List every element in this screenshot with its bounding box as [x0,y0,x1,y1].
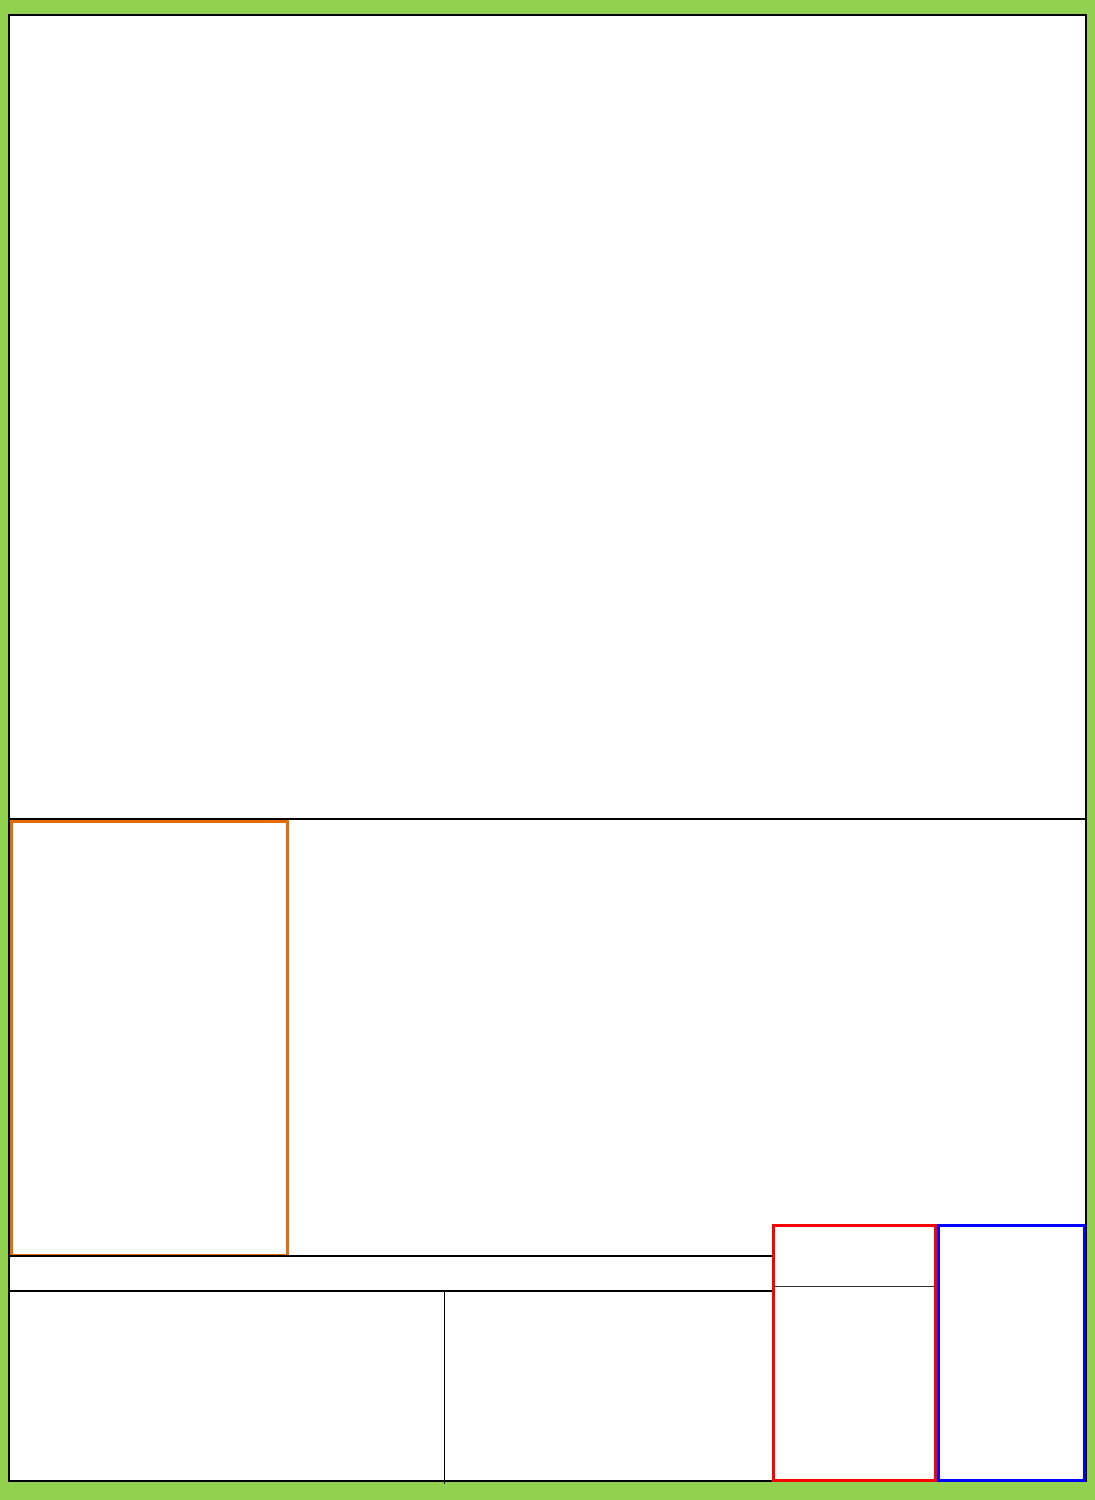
limits-title [775,1227,934,1287]
content-frame [8,14,1087,1482]
page-title [10,20,1085,58]
note-line [10,1255,772,1290]
mapping-table-right [445,1292,772,1484]
empty-grid-box [937,1224,1086,1482]
frequency-table [289,820,1085,1257]
unseen-zodiac-limits-box [772,1224,937,1482]
frequency-spacer [289,820,1085,866]
zodiac-number-mapping [10,1290,772,1482]
draws-table [10,60,1085,818]
zodiac-stats-table [10,820,289,1257]
middle-section [10,818,1085,1255]
mapping-table-left [10,1292,445,1484]
